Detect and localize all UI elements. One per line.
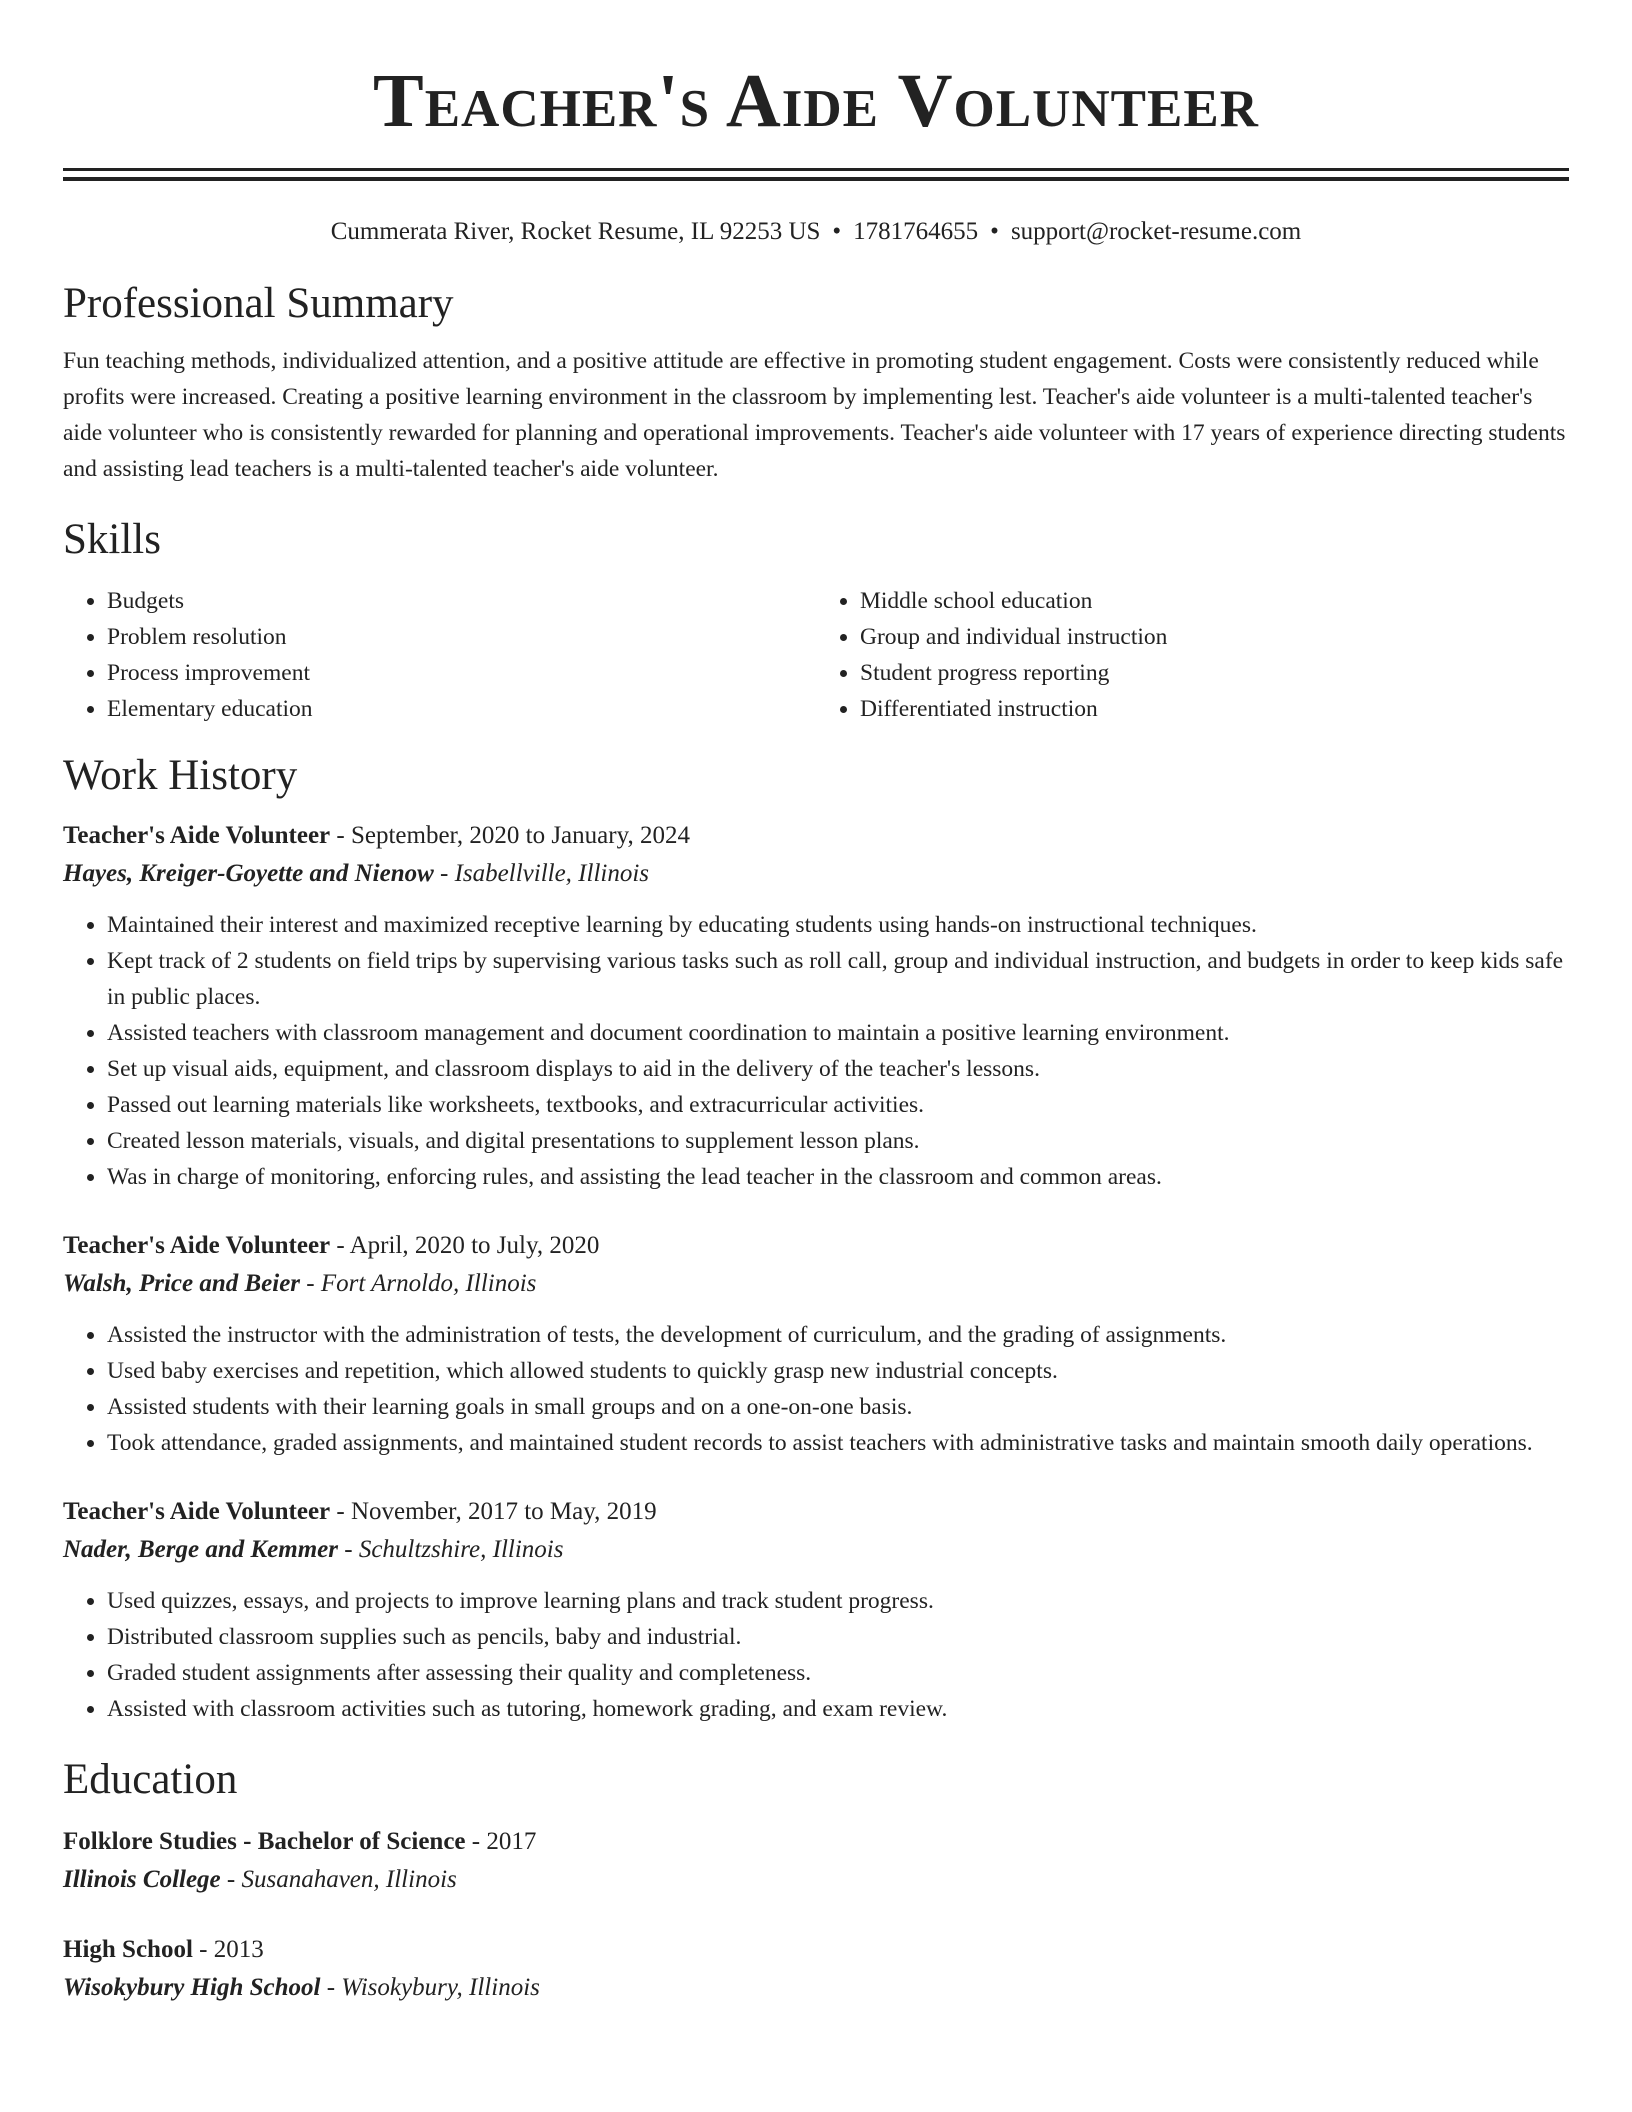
skills-columns (63, 583, 1569, 727)
skill-item: • Student progress reporting (860, 655, 1569, 691)
job-bullets (63, 907, 1569, 1195)
degree-year: - 2013 (192, 1936, 264, 1963)
job-bullet: • Graded student assignments after assessing their quality and completeness. (107, 1655, 1569, 1691)
job-title: Teacher's Aide Volunteer (63, 1232, 331, 1259)
job-bullet: • Was in charge of monitoring, enforcing rules, and assisting the lead teacher in the classroom and common areas. (107, 1159, 1569, 1195)
job-title-line (63, 1493, 1569, 1531)
education-entry (63, 1931, 1569, 2007)
resume-name: Teacher's Aide Volunteer (373, 59, 1259, 143)
job-title: Teacher's Aide Volunteer (63, 822, 331, 849)
degree-year: - 2017 (465, 1828, 537, 1855)
job-title: Teacher's Aide Volunteer (63, 1498, 331, 1525)
degree-line (63, 1823, 1569, 1861)
company-name: Nader, Berge and Kemmer (63, 1536, 338, 1563)
skills-heading: Skills (63, 516, 161, 563)
summary-heading: Professional Summary (63, 280, 454, 327)
job-entry (63, 1493, 1569, 1727)
job-bullet: • Took attendance, graded assignments, and maintained student records to assist teachers with administrative tasks and maintain smooth daily operations. (107, 1425, 1569, 1461)
skill-item: • Process improvement (107, 655, 816, 691)
school-line (63, 1969, 1569, 2007)
job-title-line (63, 1227, 1569, 1265)
job-bullet: • Kept track of 2 students on field trips by supervising various tasks such as roll call, group and individual instruction, and budgets in order to keep kids safe in public places. (107, 943, 1569, 1015)
job-bullet: • Used quizzes, essays, and projects to improve learning plans and track student progress. (107, 1583, 1569, 1619)
school-location: - Susanahaven, Illinois (220, 1866, 457, 1893)
job-bullet: • Passed out learning materials like worksheets, textbooks, and extracurricular activities. (107, 1087, 1569, 1123)
header-divider-bottom (63, 177, 1569, 181)
job-bullet: • Set up visual aids, equipment, and classroom displays to aid in the delivery of the teacher's lessons. (107, 1051, 1569, 1087)
company-name: Walsh, Price and Beier (63, 1270, 301, 1297)
job-entry (63, 817, 1569, 1195)
degree-name: Folklore Studies - Bachelor of Science (63, 1828, 466, 1855)
skill-item: • Elementary education (107, 691, 816, 727)
school-location: - Wisokybury, Illinois (320, 1974, 540, 2001)
education-entry (63, 1823, 1569, 1899)
header-divider-top (63, 168, 1569, 171)
job-bullets (63, 1317, 1569, 1461)
job-bullet: • Created lesson materials, visuals, and digital presentations to supplement lesson plans. (107, 1123, 1569, 1159)
skill-item: • Problem resolution (107, 619, 816, 655)
job-bullet: • Used baby exercises and repetition, which allowed students to quickly grasp new industrial concepts. (107, 1353, 1569, 1389)
job-dates: - September, 2020 to January, 2024 (330, 822, 690, 849)
contact-address: Cummerata River, Rocket Resume, IL 92253 US (330, 218, 821, 245)
job-title-line (63, 817, 1569, 855)
job-bullet: • Assisted the instructor with the administration of tests, the development of curriculum, and the grading of assignments. (107, 1317, 1569, 1353)
skills-list-left (63, 583, 816, 727)
company-location: - Schultzshire, Illinois (338, 1536, 564, 1563)
contact-separator: • (832, 218, 842, 245)
contact-email: support@rocket-resume.com (1010, 218, 1302, 245)
work-history-heading: Work History (63, 752, 298, 799)
school-line (63, 1861, 1569, 1899)
degree-name: High School (63, 1936, 193, 1963)
job-dates: - April, 2020 to July, 2020 (330, 1232, 600, 1259)
job-bullet: • Assisted with classroom activities such as tutoring, homework grading, and exam review. (107, 1691, 1569, 1727)
job-bullet: • Assisted students with their learning goals in small groups and on a one-on-one basis. (107, 1389, 1569, 1425)
job-bullet: • Distributed classroom supplies such as pencils, baby and industrial. (107, 1619, 1569, 1655)
company-location: - Fort Arnoldo, Illinois (300, 1270, 537, 1297)
job-bullet: • Maintained their interest and maximized receptive learning by educating students using hands-on instructional techniques. (107, 907, 1569, 943)
skill-item: • Differentiated instruction (860, 691, 1569, 727)
contact-line (63, 217, 1569, 247)
company-line (63, 1531, 1569, 1569)
education-heading: Education (63, 1756, 238, 1803)
job-dates: - November, 2017 to May, 2019 (330, 1498, 657, 1525)
company-location: - Isabellville, Illinois (433, 860, 650, 887)
skill-item: • Budgets (107, 583, 816, 619)
company-line (63, 855, 1569, 893)
company-name: Hayes, Kreiger-Goyette and Nienow (63, 860, 434, 887)
job-entry (63, 1227, 1569, 1461)
skill-item: • Middle school education (860, 583, 1569, 619)
job-bullet: • Assisted teachers with classroom management and document coordination to maintain a positive learning environment. (107, 1015, 1569, 1051)
degree-line (63, 1931, 1569, 1969)
contact-separator: • (990, 218, 999, 245)
school-name: Wisokybury High School (63, 1974, 321, 2001)
school-name: Illinois College (63, 1866, 221, 1893)
skill-item: • Group and individual instruction (860, 619, 1569, 655)
summary-text: Fun teaching methods, individualized attention, and a positive attitude are effective in promoting student engagement. Costs were consistently reduced while profits were increased. Creating a positive learning environment in the classroom by implementing lest. Teacher's aide volunteer is a multi-talented teacher's aide volunteer who is consistently rewarded for planning and operational improvements. Teacher's aide volunteer with 17 years of experience directing students and assisting lead teachers is a multi-talented teacher's aide volunteer. (63, 348, 1566, 482)
company-line (63, 1265, 1569, 1303)
job-bullets (63, 1583, 1569, 1727)
skills-list-right (816, 583, 1569, 727)
contact-phone: 1781764655 (853, 218, 979, 245)
